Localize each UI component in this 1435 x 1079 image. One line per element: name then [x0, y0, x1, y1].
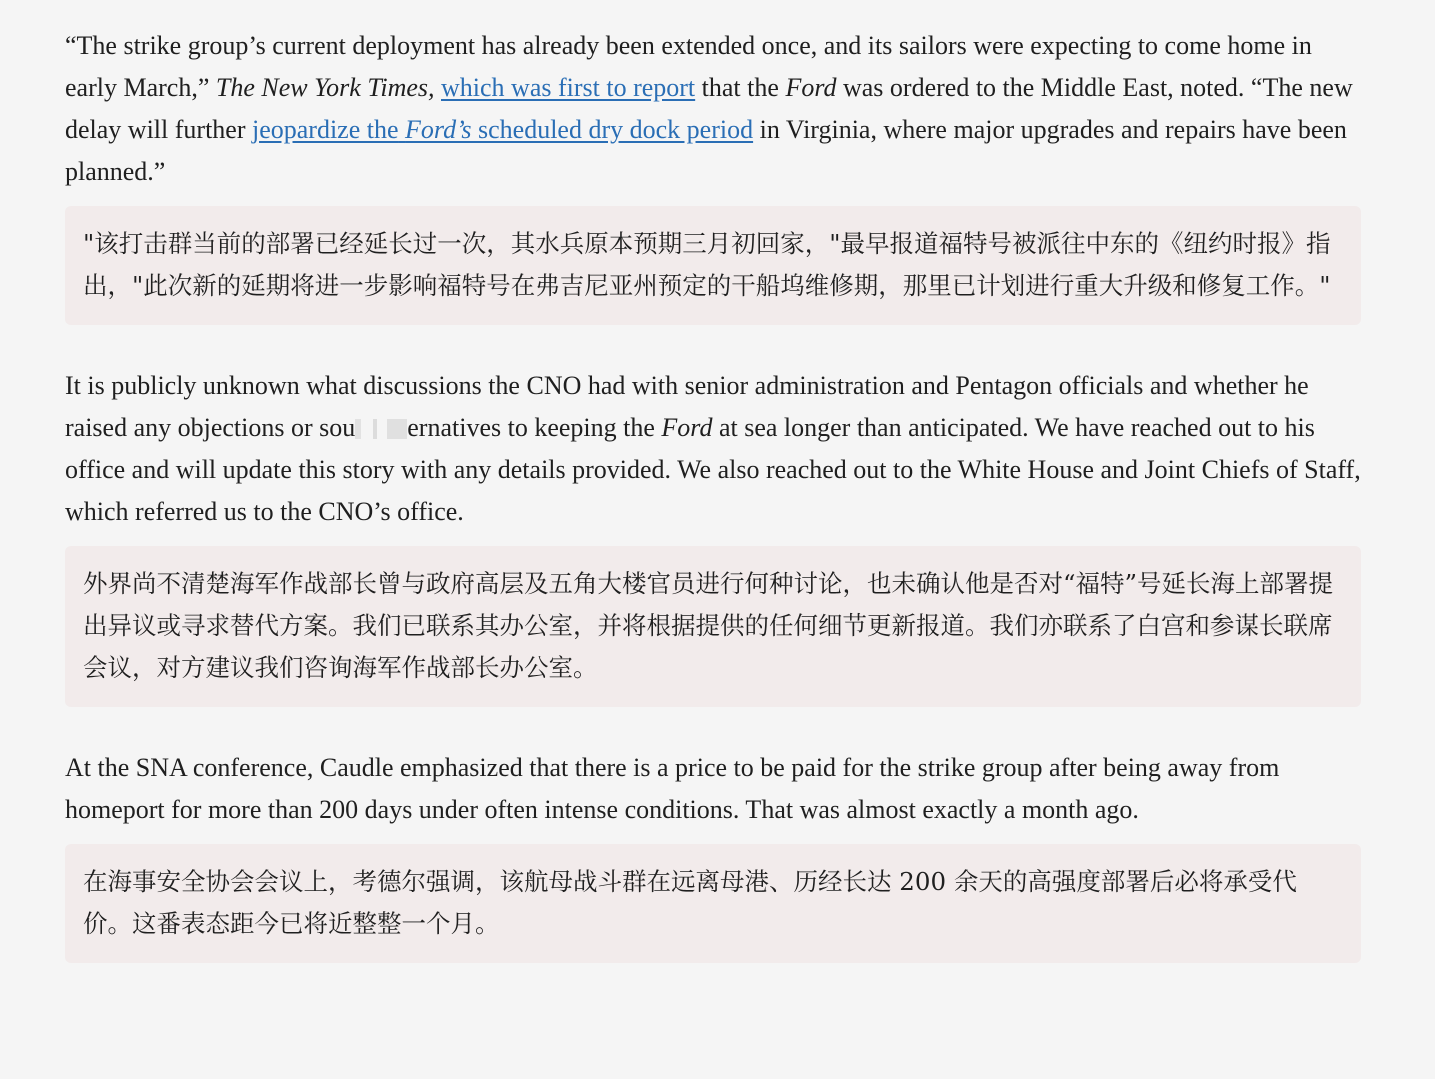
link-text-italic: Ford’s: [405, 115, 472, 144]
paragraph-block-3: [65, 747, 1361, 963]
link-text: jeopardize the: [252, 115, 399, 144]
redaction-smudge: [355, 419, 407, 439]
ship-name: Ford: [785, 73, 837, 102]
paragraph-text: was ordered to the Middle East, noted. “The new delay will further: [65, 73, 1353, 144]
first-to-report-link[interactable]: which was first to report: [441, 73, 696, 102]
paragraph-text: that the: [701, 73, 779, 102]
article-paragraph-3: At the SNA conference, Caudle emphasized that there is a price to be paid for the strike group after being away from homeport for more than 200 days under often intense conditions. That was almost exactly a month ago.: [65, 753, 1280, 824]
paragraph-text: at sea longer than anticipated. We have reached out to his office and will update this story with any details provided. We also reached out to the White House and Joint Chiefs of Staff, which referred us to the CNO’s office.: [65, 413, 1361, 526]
paragraph-text: It is publicly unknown what discussions the CNO had with senior administration and Pentagon officials and whether he raised any objections or sou: [65, 371, 1309, 442]
dry-dock-link[interactable]: [252, 115, 753, 144]
paragraph-block-1: [65, 25, 1361, 325]
translation-block-3: 在海事安全协会会议上，考德尔强调，该航母战斗群在远离母港、历经长达 200 余天的高强度部署后必将承受代价。这番表态距今已将近整整一个月。: [65, 844, 1361, 963]
ship-name: Ford: [661, 413, 713, 442]
link-text: scheduled dry dock period: [478, 115, 754, 144]
paragraph-text: “The strike group’s current deployment has already been extended once, and its sailors were expecting to come home in early March,”: [65, 31, 1312, 102]
article-paragraph-2: [65, 365, 1361, 533]
article-body: [65, 25, 1361, 963]
translation-block-1: "该打击群当前的部署已经延长过一次，其水兵原本预期三月初回家，"最早报道福特号被派往中东的《纽约时报》指出，"此次新的延期将进一步影响福特号在弗吉尼亚州预定的干船坞维修期，那里已计划进行重大升级和修复工作。": [65, 206, 1361, 325]
translation-block-2: 外界尚不清楚海军作战部长曾与政府高层及五角大楼官员进行何种讨论，也未确认他是否对“福特”号延长海上部署提出异议或寻求替代方案。我们已联系其办公室，并将根据提供的任何细节更新报道。我们亦联系了白宫和参谋长联席会议，对方建议我们咨询海军作战部长办公室。: [65, 546, 1361, 707]
article-paragraph-1: [65, 25, 1361, 193]
paragraph-text: ernatives to keeping the: [407, 413, 655, 442]
publication-name: The New York Times,: [215, 73, 435, 102]
paragraph-text: in Virginia, where major upgrades and repairs have been planned.”: [65, 115, 1347, 186]
paragraph-block-2: [65, 365, 1361, 707]
